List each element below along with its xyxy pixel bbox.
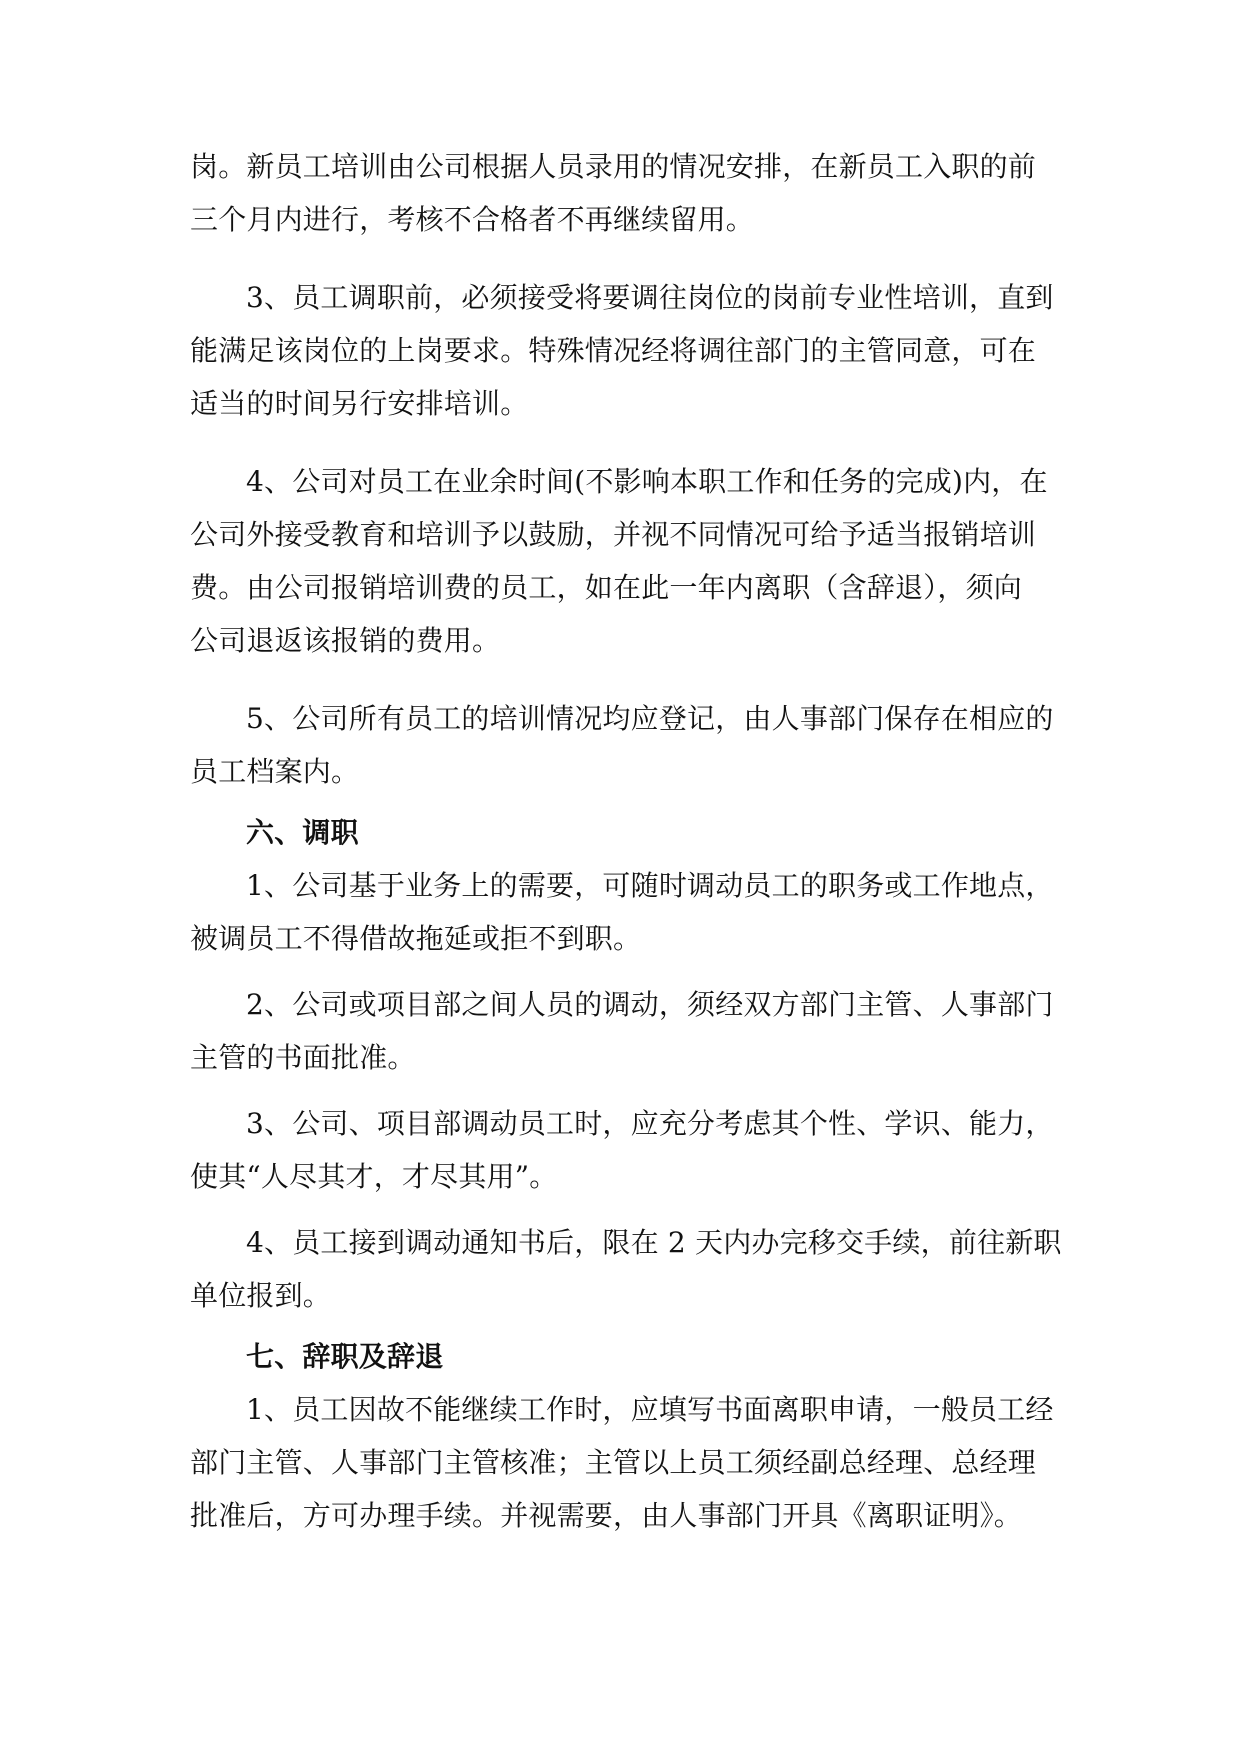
body-line: 费。由公司报销培训费的员工，如在此一年内离职（含辞退），须向 — [190, 571, 1023, 604]
body-line: 2、公司或项目部之间人员的调动，须经双方部门主管、人事部门 — [246, 988, 1054, 1021]
body-line: 适当的时间另行安排培训。 — [190, 387, 529, 420]
body-line: 使其“人尽其才，才尽其用”。 — [190, 1160, 558, 1193]
body-line: 单位报到。 — [190, 1279, 332, 1312]
body-line: 4、员工接到调动通知书后，限在 2 天内办完移交手续，前往新职 — [246, 1226, 1062, 1259]
body-line: 3、公司、项目部调动员工时，应充分考虑其个性、学识、能力， — [246, 1107, 1054, 1140]
body-line: 1、公司基于业务上的需要，可随时调动员工的职务或工作地点， — [246, 869, 1054, 902]
body-line: 1、员工因故不能继续工作时，应填写书面离职申请，一般员工经 — [246, 1393, 1054, 1426]
body-line: 部门主管、人事部门主管核准；主管以上员工须经副总经理、总经理 — [190, 1446, 1037, 1479]
body-line: 三个月内进行，考核不合格者不再继续留用。 — [190, 203, 755, 236]
body-line: 4、公司对员工在业余时间(不影响本职工作和任务的完成)内，在 — [246, 465, 1048, 498]
section-heading: 七、辞职及辞退 — [246, 1340, 444, 1373]
body-line: 被调员工不得借故拖延或拒不到职。 — [190, 922, 642, 955]
body-line: 主管的书面批准。 — [190, 1041, 416, 1074]
body-line: 5、公司所有员工的培训情况均应登记，由人事部门保存在相应的 — [246, 702, 1054, 735]
body-line: 能满足该岗位的上岗要求。特殊情况经将调往部门的主管同意，可在 — [190, 334, 1037, 367]
body-line: 公司退返该报销的费用。 — [190, 624, 501, 657]
body-line: 公司外接受教育和培训予以鼓励，并视不同情况可给予适当报销培训 — [190, 518, 1037, 551]
body-line: 批准后，方可办理手续。并视需要，由人事部门开具《离职证明》。 — [190, 1499, 1023, 1532]
body-line: 3、员工调职前，必须接受将要调往岗位的岗前专业性培训，直到 — [246, 281, 1054, 314]
section-heading: 六、调职 — [246, 816, 359, 849]
body-line: 员工档案内。 — [190, 755, 360, 788]
body-line: 岗。新员工培训由公司根据人员录用的情况安排，在新员工入职的前 — [190, 150, 1037, 183]
